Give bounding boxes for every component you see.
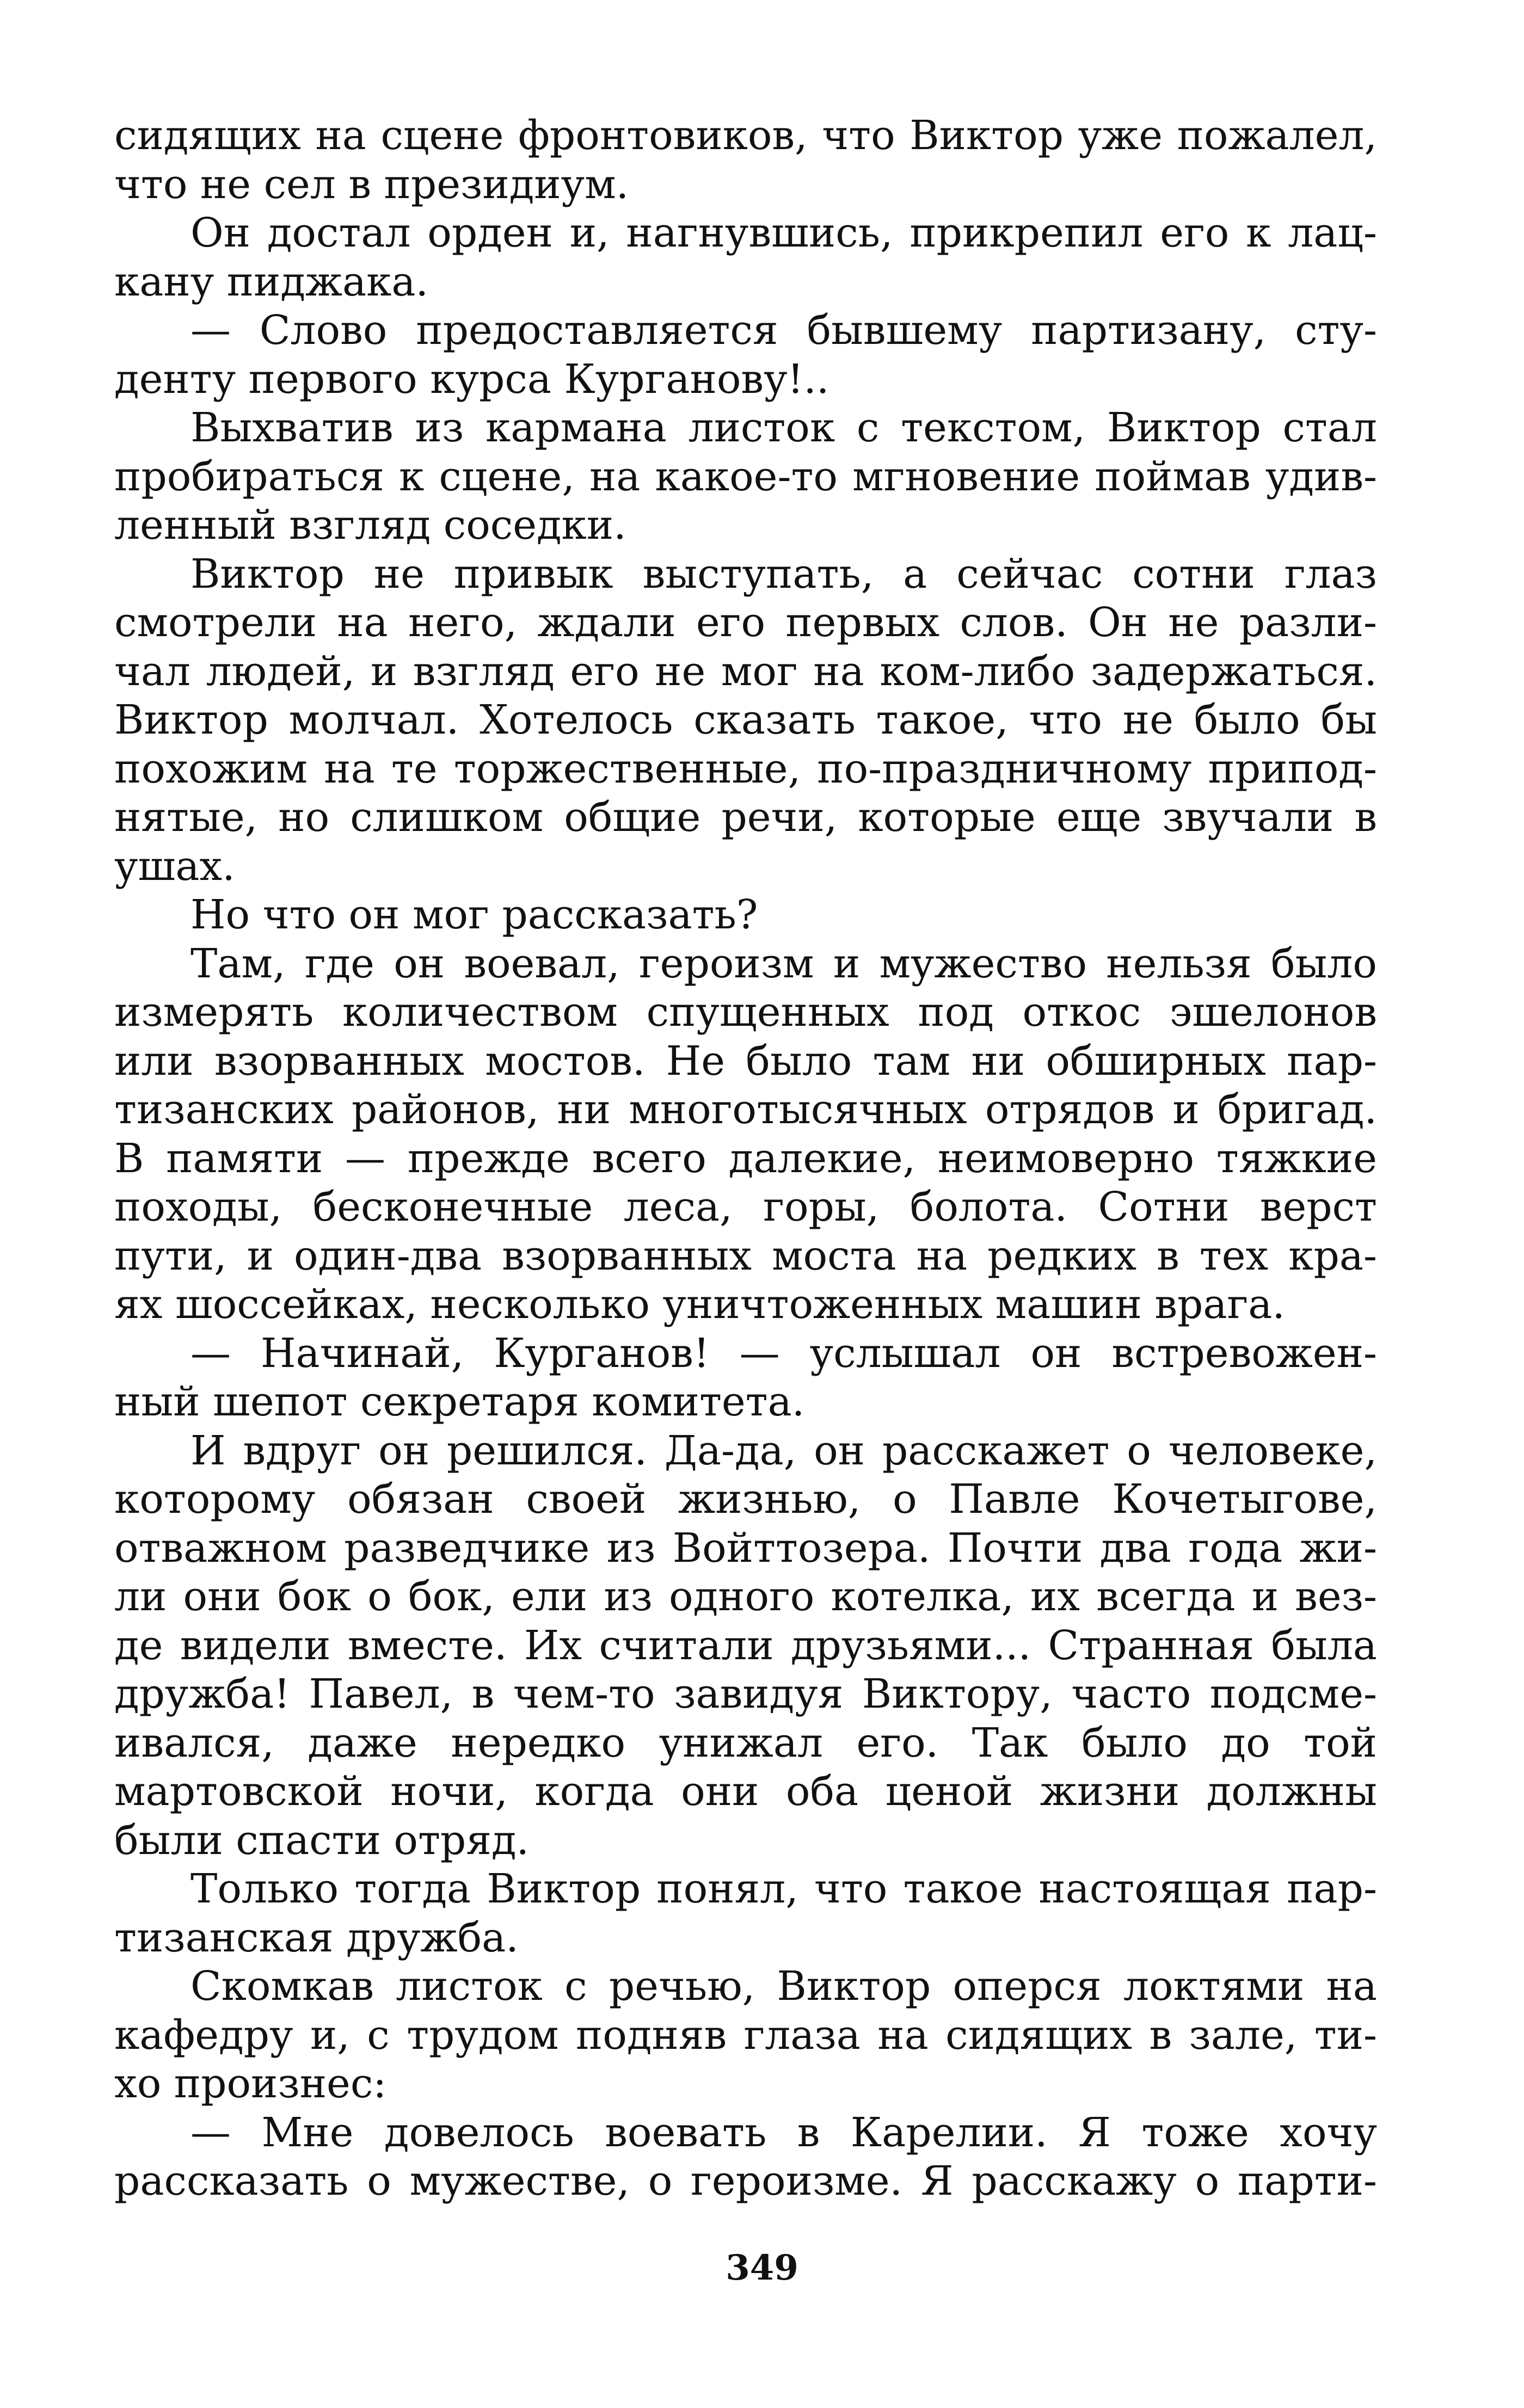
paragraph (114, 306, 1377, 404)
text-line: ушах. (114, 842, 235, 890)
book-page-text (114, 112, 1377, 2206)
text-line: ленный взгляд соседки. (114, 502, 626, 549)
text-line: ях шоссейках, несколько уничтоженных машин врага. (114, 1281, 1285, 1328)
paragraph (114, 550, 1377, 891)
text-line: денту первого курса Курганову!.. (114, 355, 829, 403)
text-line: похожим на те торжественные, по-праздничному припод- (114, 745, 1377, 792)
text-line: кафедру и, с трудом подняв глаза на сидящих в зале, ти- (114, 2011, 1377, 2059)
text-line: были спасти отряд. (114, 1816, 530, 1864)
paragraph (114, 891, 1377, 940)
text-line: Он достал орден и, нагнувшись, прикрепил его к лац- (190, 210, 1377, 256)
text-line: рассказать о мужестве, о героизме. Я расскажу о парти- (114, 2158, 1377, 2204)
text-line: Выхватив из кармана листок с текстом, Виктор стал (190, 404, 1377, 451)
text-line: тизанская дружба. (114, 1914, 519, 1961)
text-line: Там, где он воевал, героизм и мужество нельзя было (190, 940, 1377, 987)
paragraph (114, 404, 1377, 550)
text-line: Но что он мог рассказать? (190, 891, 758, 938)
text-line: чал людей, и взгляд его не мог на ком-либо задержаться. (114, 648, 1377, 695)
paragraph (114, 1427, 1377, 1865)
text-line: хо произнес: (114, 2060, 387, 2107)
text-line: тизанских районов, ни многотысячных отрядов и бригад. (114, 1086, 1377, 1133)
text-line: Виктор молчал. Хотелось сказать такое, что не было бы (114, 697, 1377, 743)
text-line: пути, и один-два взорванных моста на редких в тех кра- (114, 1232, 1377, 1279)
paragraph (114, 940, 1377, 1329)
text-line: — Начинай, Курганов! — услышал он встревожен- (190, 1329, 1377, 1377)
text-line: измерять количеством спущенных под откос эшелонов (114, 989, 1377, 1036)
text-line: В памяти — прежде всего далекие, неимоверно тяжкие (114, 1135, 1377, 1182)
text-line: что не сел в президиум. (114, 161, 629, 208)
text-line: — Мне довелось воевать в Карелии. Я тоже хочу (190, 2109, 1377, 2156)
paragraph (114, 209, 1377, 306)
paragraph (114, 1865, 1377, 1962)
paragraph (114, 1962, 1377, 2109)
text-line: дружба! Павел, в чем-то завидуя Виктору, часто подсме- (114, 1671, 1377, 1717)
text-line: которому обязан своей жизнью, о Павле Кочетыгове, (114, 1476, 1377, 1523)
text-line: ный шепот секретаря комитета. (114, 1378, 805, 1425)
text-line: И вдруг он решился. Да-да, он расскажет о человеке, (190, 1427, 1377, 1474)
text-line: ли они бок о бок, ели из одного котелка, их всегда и вез- (114, 1573, 1377, 1620)
text-line: смотрели на него, ждали его первых слов. Он не разли- (114, 599, 1377, 646)
text-line: Скомкав листок с речью, Виктор оперся локтями на (190, 1963, 1377, 2010)
text-line: де видели вместе. Их считали друзьями... Странная была (114, 1622, 1377, 1669)
text-line: Виктор не привык выступать, а сейчас сотни глаз (190, 550, 1377, 598)
paragraph (114, 2109, 1377, 2206)
page-number: 349 (726, 2247, 798, 2288)
text-line: сидящих на сцене фронтовиков, что Виктор уже пожалел, (114, 112, 1377, 159)
text-line: отважном разведчике из Войттозера. Почти два года жи- (114, 1524, 1377, 1572)
text-line: Только тогда Виктор понял, что такое настоящая пар- (190, 1865, 1377, 1912)
text-line: — Слово предоставляется бывшему партизану, сту- (190, 307, 1377, 354)
text-line: ивался, даже нередко унижал его. Так было до той (114, 1719, 1377, 1766)
text-line: пробираться к сцене, на какое-то мгновение поймав удив- (114, 453, 1377, 500)
text-line: походы, бесконечные леса, горы, болота. Сотни верст (114, 1184, 1377, 1230)
text-line: мартовской ночи, когда они оба ценой жизни должны (114, 1768, 1377, 1815)
paragraph (114, 112, 1377, 209)
text-line: или взорванных мостов. Не было там ни обширных пар- (114, 1037, 1377, 1085)
paragraph (114, 1329, 1377, 1427)
text-line: кану пиджака. (114, 258, 429, 305)
text-line: нятые, но слишком общие речи, которые еще звучали в (114, 794, 1377, 841)
